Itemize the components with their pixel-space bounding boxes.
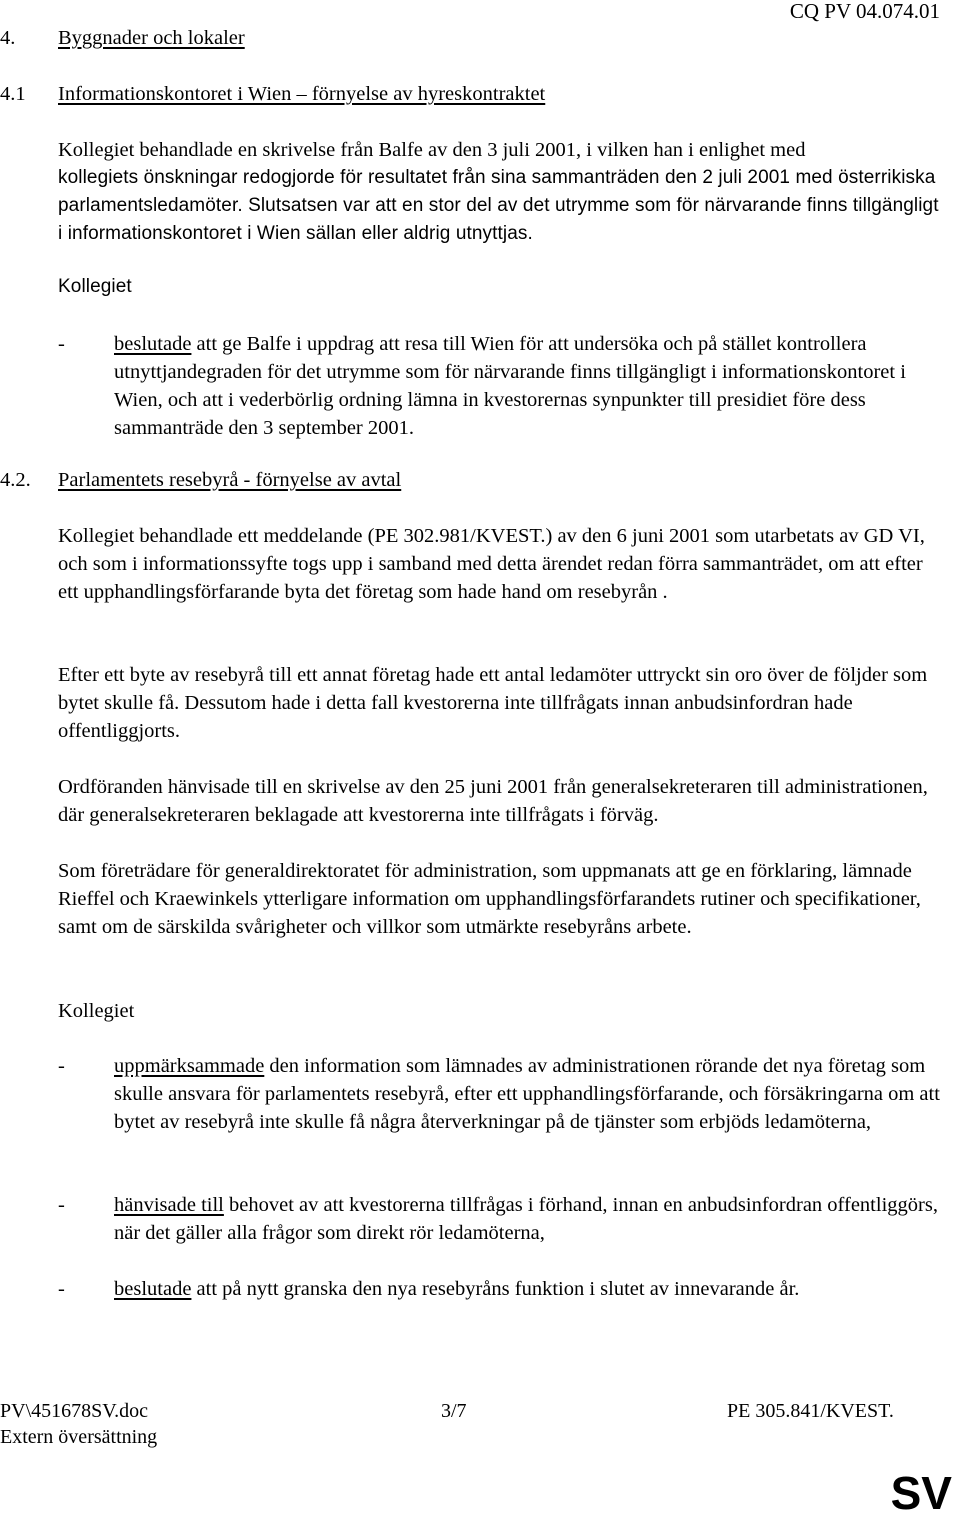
paragraph-4-1-rest: kollegiets önskningar redogjorde för resultatet från sina sammanträden den 2 juli 2001 med österrikiska parlamentsledamöter. Slutsatsen var att en stor del av det utrymme som för närvarande finns tillgängligt i informationskontoret i Wien sällan eller aldrig utnyttjas. (58, 167, 939, 244)
dash-marker: - (58, 1055, 65, 1077)
subsection-title-4-2: Parlamentets resebyrå - förnyelse av avtal (58, 469, 402, 491)
dash-marker: - (58, 1278, 65, 1300)
paragraph: Efter ett byte av resebyrå till ett annat företag hade ett antal ledamöter uttryckt sin oro över de följder som bytet skulle få. Dessutom hade i detta fall kvestorerna inte tillfrågats innan anbudsinfordran hade offentliggjorts. (58, 664, 928, 742)
decision-verb: beslutade (114, 1278, 192, 1300)
decision-text (114, 330, 954, 442)
decision-body: behovet av att kvestorerna tillfrågas i förhand, innan en anbudsinfordran offentliggörs, när det gäller alla frågor som direkt rör ledamöterna, (114, 1194, 938, 1244)
decision-text (114, 1275, 954, 1303)
paragraph-4-1-line1: Kollegiet behandlade en skrivelse från Balfe av den 3 juli 2001, i vilken han i enlighet med (58, 139, 806, 161)
footer-page-number: 3/7 (441, 1400, 467, 1422)
footer-document-reference: PE 305.841/KVEST. (727, 1400, 894, 1422)
subsection-number-4-1: 4.1 (0, 83, 26, 105)
decision-verb: beslutade (114, 333, 192, 355)
decision-verb: hänvisade till (114, 1194, 224, 1216)
language-code: SV (890, 1467, 952, 1519)
footer-translation-note: Extern översättning (0, 1426, 158, 1448)
paragraph: Kollegiet behandlade ett meddelande (PE 302.981/KVEST.) av den 6 juni 2001 som utarbetats av GD VI, och som i informationssyfte togs upp i samband med detta ärendet redan förra sammanträdet, om att efter ett upphandlingsförfarande byta det företag som hade hand om resebyrån . (58, 525, 925, 603)
decision-text (114, 1191, 954, 1247)
section-number: 4. (0, 27, 16, 49)
subsection-number-4-2: 4.2. (0, 469, 31, 491)
kollegiet-label-4-2: Kollegiet (58, 1000, 135, 1022)
decision-body: att ge Balfe i uppdrag att resa till Wien för att undersöka och på stället kontrollera utnyttjandegraden för det utrymme som för närvarande finns tillgängligt i informationskontoret i Wien, och att i vederbörlig ordning lämna in kvestorernas synpunkter till presidiet före dess sammanträde den 3 september 2001. (114, 333, 906, 439)
document-reference: CQ PV 04.074.01 (789, 0, 940, 23)
decision-text (114, 1052, 954, 1136)
decision-body: att på nytt granska den nya resebyråns funktion i slutet av innevarande år. (191, 1278, 800, 1300)
decision-body: den information som lämnades av administrationen rörande det nya företag som skulle ansvara för parlamentets resebyrå, efter ett upphandlingsförfarande, och försäkringarna om att bytet av resebyrå inte skulle få några återverkningar på de tjänster som erbjöds ledamöterna, (114, 1055, 940, 1133)
dash-marker: - (58, 1194, 65, 1216)
kollegiet-label-4-1: Kollegiet (58, 276, 132, 297)
paragraph: Ordföranden hänvisade till en skrivelse av den 25 juni 2001 från generalsekreteraren till administrationen, där generalsekreteraren beklagade att kvestorerna inte tillfrågats i förväg. (58, 776, 928, 826)
footer-filename: PV\451678SV.doc (0, 1400, 148, 1422)
decision-verb: uppmärksammade (114, 1055, 265, 1077)
section-title: Byggnader och lokaler (58, 27, 245, 49)
paragraph: Som företrädare för generaldirektoratet för administration, som uppmanats att ge en förklaring, lämnade Rieffel och Kraewinkels ytterligare information om upphandlingsförfarandets rutiner och specifikationer, samt om de särskilda svårigheter och villkor som utmärkte resebyråns arbete. (58, 860, 921, 938)
subsection-title-4-1: Informationskontoret i Wien – förnyelse av hyreskontraktet (58, 83, 546, 105)
dash-marker: - (58, 333, 65, 355)
